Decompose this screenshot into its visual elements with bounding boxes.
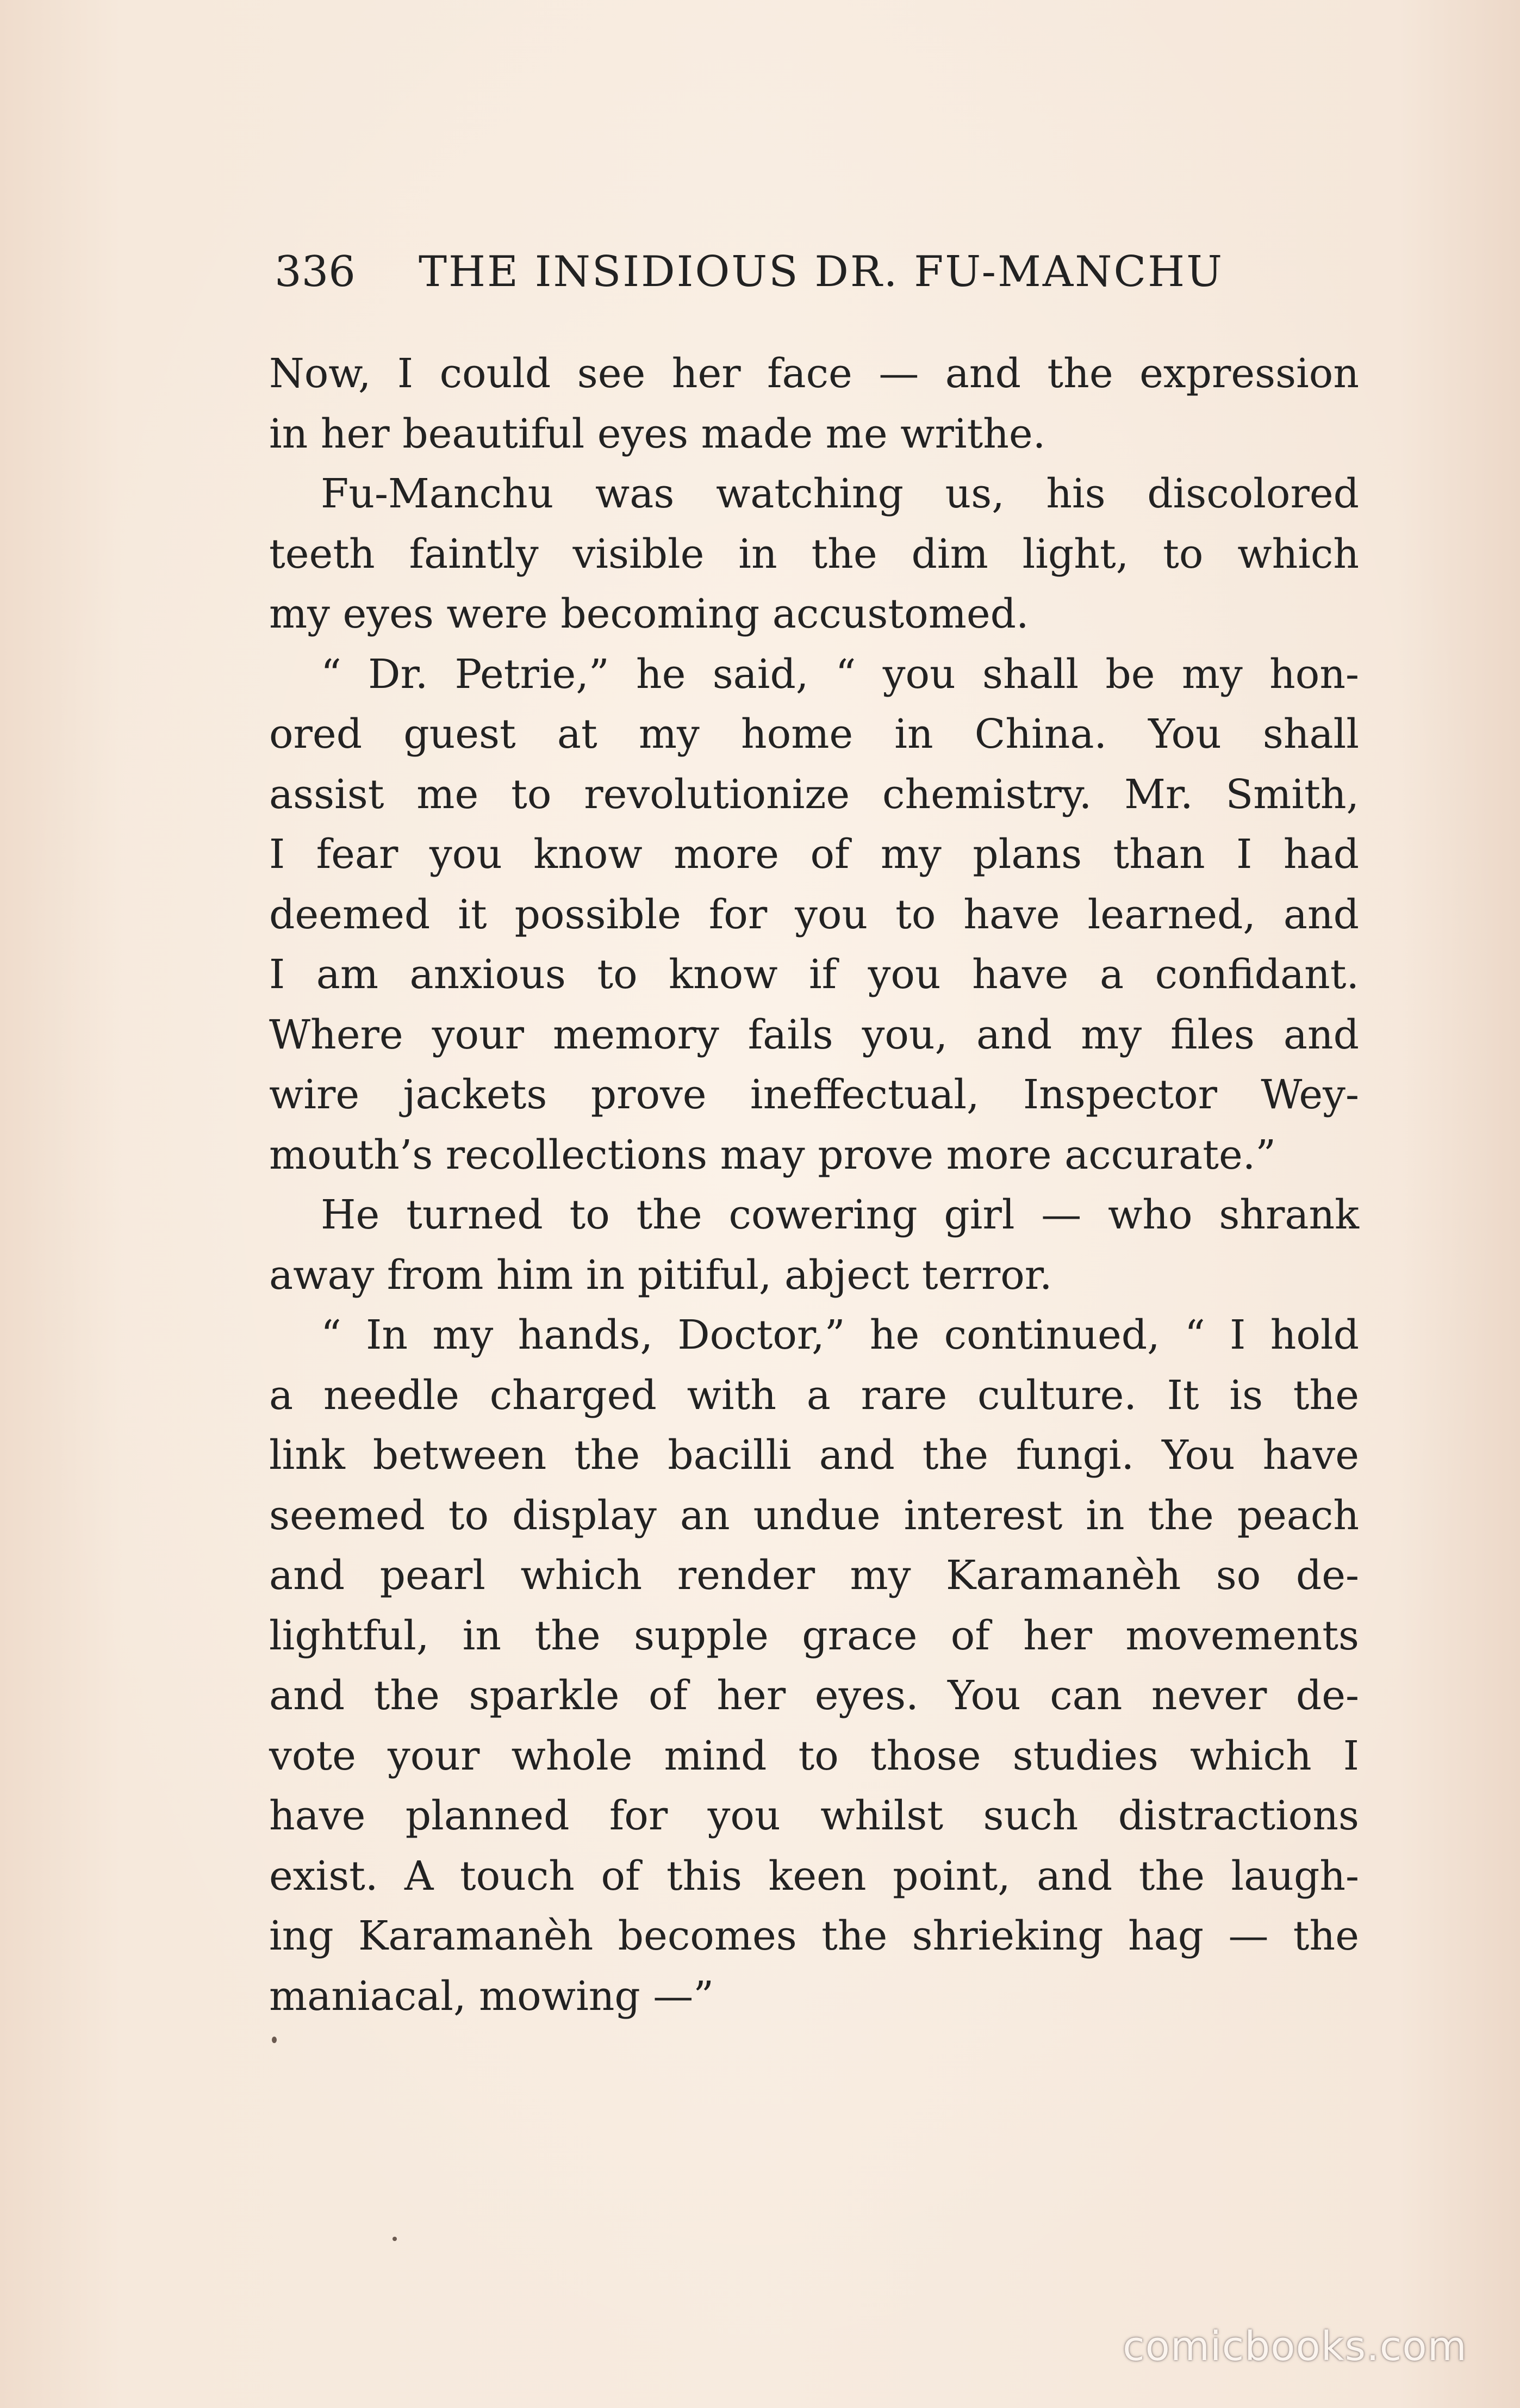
text-line: vote your whole mind to those studies which I [269, 1732, 1359, 1779]
text-line: mouth’s recollections may prove more accurate.” [269, 1131, 1276, 1178]
text-line: Now, I could see her face — and the expression [269, 350, 1359, 397]
body-text [269, 344, 1359, 2026]
text-line: away from him in pitiful, abject terror. [269, 1251, 1052, 1299]
text-line: lightful, in the supple grace of her movements [269, 1612, 1359, 1659]
text-line: Where your memory fails you, and my files and [269, 1011, 1359, 1058]
text-line: He turned to the cowering girl — who shrank [321, 1191, 1359, 1238]
text-line: a needle charged with a rare culture. It is the [269, 1371, 1359, 1419]
running-title: THE INSIDIOUS DR. FU-MANCHU [419, 247, 1224, 296]
page-header [275, 247, 1351, 313]
text-line: I am anxious to know if you have a confidant. [269, 951, 1359, 998]
text-line: my eyes were becoming accustomed. [269, 591, 1029, 637]
text-line: “ Dr. Petrie,” he said, “ you shall be my hon- [321, 650, 1359, 698]
text-line: assist me to revolutionize chemistry. Mr. Smith, [269, 771, 1359, 818]
text-line: ored guest at my home in China. You shall [269, 711, 1359, 758]
text-line: in her beautiful eyes made me writhe. [269, 410, 1046, 457]
watermark-logo: comicbooks.com [1123, 2323, 1467, 2370]
text-line: and pearl which render my Karamanèh so de- [269, 1552, 1359, 1599]
text-line: wire jackets prove ineffectual, Inspector Wey- [269, 1071, 1359, 1118]
text-line: I fear you know more of my plans than I had [269, 831, 1359, 878]
paper-speck [272, 2037, 277, 2043]
text-line: link between the bacilli and the fungi. You have [269, 1432, 1359, 1479]
text-line: teeth faintly visible in the dim light, to which [269, 530, 1359, 578]
text-line: deemed it possible for you to have learned, and [269, 891, 1359, 938]
paper-speck [393, 2237, 397, 2241]
text-line: exist. A touch of this keen point, and the laugh- [269, 1852, 1359, 1900]
page-number: 336 [275, 247, 356, 296]
text-line: ing Karamanèh becomes the shrieking hag — the [269, 1913, 1359, 1959]
text-line: Fu-Manchu was watching us, his discolored [321, 470, 1359, 517]
text-line: seemed to display an undue interest in the peach [269, 1492, 1359, 1539]
text-line: have planned for you whilst such distractions [269, 1792, 1359, 1839]
text-line: and the sparkle of her eyes. You can never de- [269, 1672, 1359, 1719]
text-line: “ In my hands, Doctor,” he continued, “ I hold [321, 1312, 1359, 1358]
text-line: maniacal, mowing —” [269, 1972, 714, 2020]
